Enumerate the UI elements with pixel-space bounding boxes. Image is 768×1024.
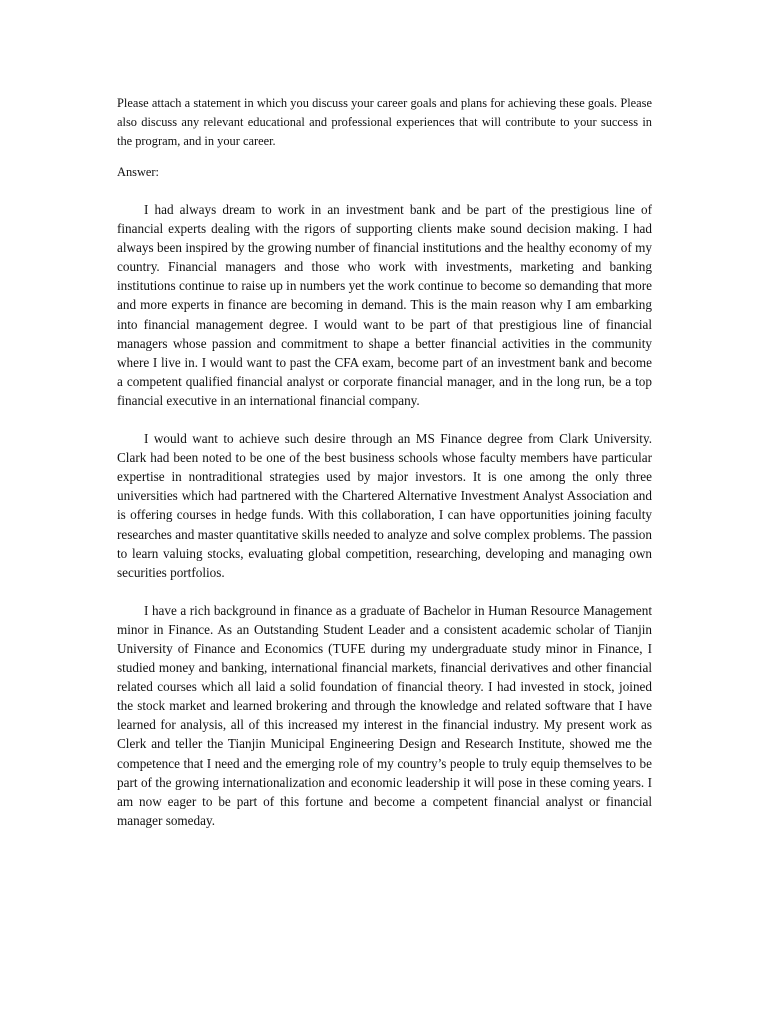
- paragraph-background: I have a rich background in finance as a graduate of Bachelor in Human Resource Management minor in Finance. As an Outstanding Student Leader and a consistent academic scholar of Tianjin University of Finance and Economics (TUFE during my undergraduate study minor in Finance, I studied money and banking, international financial markets, financial derivatives and other financial related courses which all laid a solid foundation of financial theory. I had invested in stock, joined the stock market and learned brokering and through the knowledge and related software that I have learned for analysis, all of this increased my interest in the financial industry. My present work as Clerk and teller the Tianjin Municipal Engineering Design and Research Institute, showed me the competence that I need and the emerging role of my country’s people to truly equip themselves to be part of the growing internationalization and economic leadership it will pose in these coming years. I am now eager to be part of this fortune and become a competent financial analyst or financial manager someday.: [117, 602, 652, 828]
- paragraph-clark-university: I would want to achieve such desire through an MS Finance degree from Clark University. Clark had been noted to be one of the best business schools whose faculty members have particular expertise in nontraditional strategies used by major investors. It is one among the only three universities which had partnered with the Chartered Alternative Investment Analyst Association and is offering courses in hedge funds. With this collaboration, I can have opportunities joining faculty researches and master quantitative skills needed to analyze and solve complex problems. The passion to learn valuing stocks, evaluating global competition, researching, developing and managing own securities portfolios.: [117, 431, 652, 580]
- answer-label: Answer:: [117, 165, 159, 179]
- paragraph-career-goals: I had always dream to work in an investment bank and be part of the prestigious line of financial experts dealing with the rigors of supporting clients make sound decision making. I had always been inspired by the growing number of financial institutions and the healthy economy of my country. Financial managers and those who work with investments, marketing and banking institutions continue to raise up in numbers yet the work continue to become so demanding that more and more experts in finance are becoming in demand. This is the main reason why I am embarking into financial management degree. I would want to be part of that prestigious line of financial managers whose passion and commitment to shape a better financial activities in the community where I live in. I would want to past the CFA exam, become part of an investment bank and become a competent qualified financial analyst or corporate financial manager, and in the long run, be a top financial executive in an international financial company.: [117, 202, 652, 408]
- essay-prompt: Please attach a statement in which you discuss your career goals and plans for achieving these goals. Please also discuss any relevant educational and professional experiences that will contribute to your success in the program, and in your career.: [117, 96, 652, 148]
- document-page: [117, 94, 652, 849]
